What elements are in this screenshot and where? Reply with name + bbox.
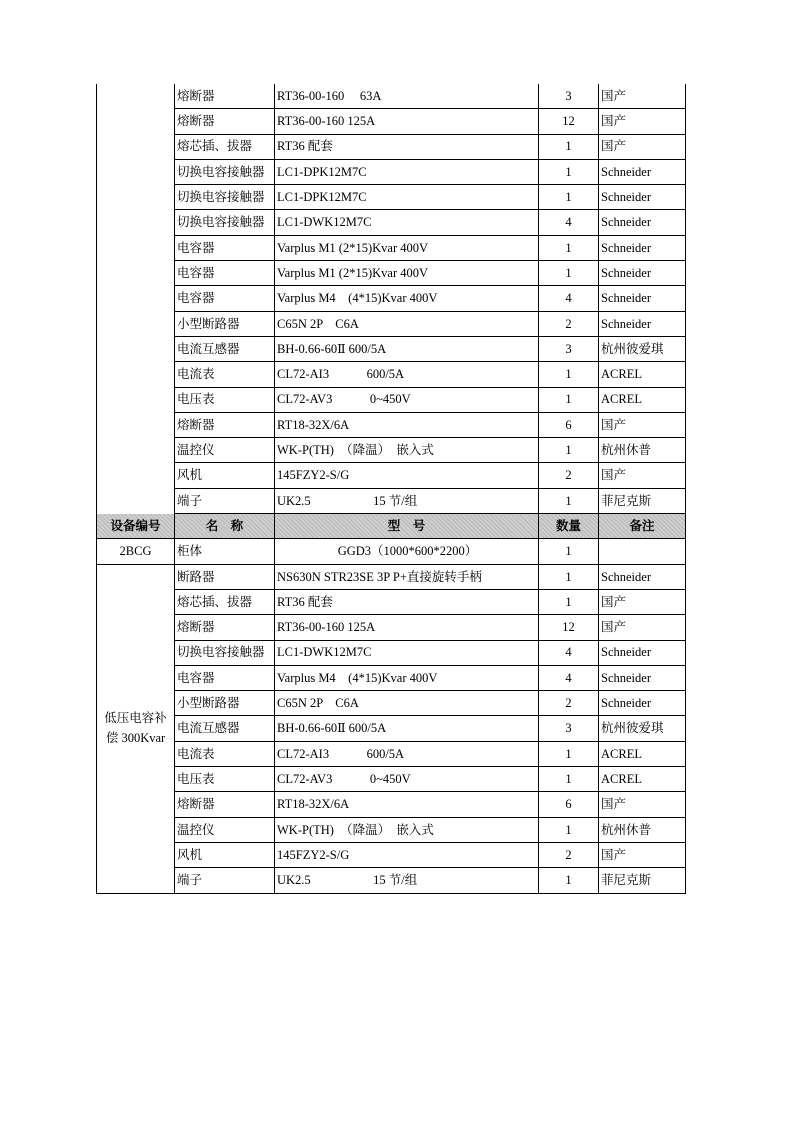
table-row xyxy=(97,817,686,842)
item-name: 断路器 xyxy=(175,564,275,589)
table-row xyxy=(97,463,686,488)
item-note: ACREL xyxy=(599,767,686,792)
item-qty: 1 xyxy=(539,387,599,412)
item-name: 切换电容接触器 xyxy=(175,210,275,235)
item-name: 小型断路器 xyxy=(175,691,275,716)
item-model: Varplus M4 (4*15)Kvar 400V xyxy=(275,286,539,311)
equipment-table xyxy=(96,84,686,894)
item-name: 风机 xyxy=(175,463,275,488)
table-row xyxy=(97,767,686,792)
item-qty: 1 xyxy=(539,741,599,766)
item-model: LC1-DPK12M7C xyxy=(275,185,539,210)
table-row xyxy=(97,716,686,741)
item-name: 电流互感器 xyxy=(175,716,275,741)
item-qty: 2 xyxy=(539,463,599,488)
item-note: Schneider xyxy=(599,235,686,260)
item-model: Varplus M1 (2*15)Kvar 400V xyxy=(275,261,539,286)
item-note: Schneider xyxy=(599,159,686,184)
item-model: CL72-AV3 0~450V xyxy=(275,767,539,792)
item-name: 电容器 xyxy=(175,286,275,311)
item-name: 电流表 xyxy=(175,741,275,766)
item-model: LC1-DWK12M7C xyxy=(275,210,539,235)
table-row xyxy=(97,362,686,387)
item-qty: 1 xyxy=(539,564,599,589)
item-model: 145FZY2-S/G xyxy=(275,463,539,488)
item-note: 菲尼克斯 xyxy=(599,868,686,893)
equipment-table-bottom-section xyxy=(97,564,686,893)
item-name: 熔断器 xyxy=(175,792,275,817)
cabinet-id: 2BCG xyxy=(97,539,175,564)
item-name: 电压表 xyxy=(175,767,275,792)
item-model: Varplus M4 (4*15)Kvar 400V xyxy=(275,665,539,690)
item-qty: 3 xyxy=(539,336,599,361)
item-model: WK-P(TH) （降温） 嵌入式 xyxy=(275,438,539,463)
item-name: 切换电容接触器 xyxy=(175,640,275,665)
item-note: Schneider xyxy=(599,665,686,690)
table-row xyxy=(97,185,686,210)
item-note: 杭州彼爱琪 xyxy=(599,716,686,741)
table-row xyxy=(97,159,686,184)
cabinet-row xyxy=(97,539,686,564)
item-qty: 1 xyxy=(539,767,599,792)
item-note: Schneider xyxy=(599,640,686,665)
item-model: RT18-32X/6A xyxy=(275,792,539,817)
table-header-row xyxy=(97,514,686,539)
table-row xyxy=(97,261,686,286)
item-model: 145FZY2-S/G xyxy=(275,842,539,867)
item-model: RT36 配套 xyxy=(275,589,539,614)
group-label-cell: 低压电容补偿 300Kvar xyxy=(97,564,175,893)
table-row xyxy=(97,235,686,260)
item-note: 菲尼克斯 xyxy=(599,488,686,513)
cabinet-note xyxy=(599,539,686,564)
item-qty: 2 xyxy=(539,842,599,867)
item-qty: 1 xyxy=(539,438,599,463)
item-model: RT18-32X/6A xyxy=(275,412,539,437)
item-qty: 6 xyxy=(539,412,599,437)
item-model: BH-0.66-60Ⅱ 600/5A xyxy=(275,336,539,361)
table-row xyxy=(97,84,686,109)
item-model: CL72-AI3 600/5A xyxy=(275,741,539,766)
item-qty: 4 xyxy=(539,665,599,690)
item-qty: 1 xyxy=(539,159,599,184)
item-qty: 1 xyxy=(539,362,599,387)
item-model: RT36-00-160 125A xyxy=(275,109,539,134)
item-model: RT36 配套 xyxy=(275,134,539,159)
item-note: Schneider xyxy=(599,311,686,336)
item-qty: 1 xyxy=(539,817,599,842)
item-note: 国产 xyxy=(599,109,686,134)
cabinet-model: GGD3（1000*600*2200） xyxy=(275,539,539,564)
table-row xyxy=(97,691,686,716)
item-name: 电流表 xyxy=(175,362,275,387)
item-name: 熔芯插、拔器 xyxy=(175,134,275,159)
table-row xyxy=(97,589,686,614)
item-note: 国产 xyxy=(599,412,686,437)
item-name: 小型断路器 xyxy=(175,311,275,336)
header-model: 型 号 xyxy=(275,514,539,539)
item-model: C65N 2P C6A xyxy=(275,691,539,716)
item-note: 杭州休普 xyxy=(599,817,686,842)
item-qty: 1 xyxy=(539,589,599,614)
item-qty: 1 xyxy=(539,868,599,893)
table-row xyxy=(97,640,686,665)
table-row xyxy=(97,741,686,766)
table-row xyxy=(97,438,686,463)
table-row xyxy=(97,665,686,690)
item-note: Schneider xyxy=(599,564,686,589)
item-note: ACREL xyxy=(599,741,686,766)
item-model: CL72-AV3 0~450V xyxy=(275,387,539,412)
table-row xyxy=(97,311,686,336)
item-qty: 1 xyxy=(539,235,599,260)
item-note: 国产 xyxy=(599,589,686,614)
table-row xyxy=(97,134,686,159)
item-qty: 4 xyxy=(539,640,599,665)
item-note: 国产 xyxy=(599,792,686,817)
item-model: CL72-AI3 600/5A xyxy=(275,362,539,387)
item-name: 切换电容接触器 xyxy=(175,159,275,184)
item-note: Schneider xyxy=(599,261,686,286)
item-model: LC1-DWK12M7C xyxy=(275,640,539,665)
item-note: 杭州彼爱琪 xyxy=(599,336,686,361)
item-model: RT36-00-160 125A xyxy=(275,615,539,640)
equipment-table-header-section xyxy=(97,514,686,565)
item-qty: 12 xyxy=(539,615,599,640)
item-name: 电容器 xyxy=(175,261,275,286)
item-model: WK-P(TH) （降温） 嵌入式 xyxy=(275,817,539,842)
item-model: RT36-00-160 63A xyxy=(275,84,539,109)
table-row xyxy=(97,286,686,311)
item-qty: 4 xyxy=(539,210,599,235)
item-name: 温控仪 xyxy=(175,817,275,842)
item-qty: 3 xyxy=(539,84,599,109)
table-row xyxy=(97,564,686,589)
table-row xyxy=(97,792,686,817)
item-name: 熔断器 xyxy=(175,109,275,134)
item-note: Schneider xyxy=(599,210,686,235)
table-row xyxy=(97,868,686,893)
item-qty: 2 xyxy=(539,691,599,716)
header-name: 名 称 xyxy=(175,514,275,539)
table-row xyxy=(97,210,686,235)
item-note: Schneider xyxy=(599,691,686,716)
item-note: 国产 xyxy=(599,615,686,640)
item-note: 杭州休普 xyxy=(599,438,686,463)
item-note: 国产 xyxy=(599,84,686,109)
item-name: 电流互感器 xyxy=(175,336,275,361)
item-model: Varplus M1 (2*15)Kvar 400V xyxy=(275,235,539,260)
header-note: 备注 xyxy=(599,514,686,539)
item-qty: 2 xyxy=(539,311,599,336)
item-name: 熔芯插、拔器 xyxy=(175,589,275,614)
item-model: UK2.5 15 节/组 xyxy=(275,868,539,893)
item-note: Schneider xyxy=(599,185,686,210)
table-row xyxy=(97,387,686,412)
table-row xyxy=(97,336,686,361)
item-note: 国产 xyxy=(599,842,686,867)
item-qty: 1 xyxy=(539,488,599,513)
item-model: UK2.5 15 节/组 xyxy=(275,488,539,513)
item-name: 温控仪 xyxy=(175,438,275,463)
header-qty: 数量 xyxy=(539,514,599,539)
table-row xyxy=(97,412,686,437)
item-name: 风机 xyxy=(175,842,275,867)
item-model: NS630N STR23SE 3P P+直接旋转手柄 xyxy=(275,564,539,589)
item-note: 国产 xyxy=(599,134,686,159)
item-name: 切换电容接触器 xyxy=(175,185,275,210)
cabinet-qty: 1 xyxy=(539,539,599,564)
item-note: ACREL xyxy=(599,387,686,412)
item-qty: 1 xyxy=(539,134,599,159)
table-row xyxy=(97,842,686,867)
item-model: C65N 2P C6A xyxy=(275,311,539,336)
table-row xyxy=(97,488,686,513)
item-name: 电容器 xyxy=(175,235,275,260)
item-name: 电压表 xyxy=(175,387,275,412)
item-model: BH-0.66-60Ⅱ 600/5A xyxy=(275,716,539,741)
item-note: ACREL xyxy=(599,362,686,387)
item-name: 熔断器 xyxy=(175,615,275,640)
equipment-table-top-section xyxy=(97,84,686,514)
header-id: 设备编号 xyxy=(97,514,175,539)
item-name: 熔断器 xyxy=(175,84,275,109)
item-note: Schneider xyxy=(599,286,686,311)
item-qty: 12 xyxy=(539,109,599,134)
item-name: 端子 xyxy=(175,488,275,513)
item-name: 电容器 xyxy=(175,665,275,690)
item-qty: 6 xyxy=(539,792,599,817)
item-qty: 1 xyxy=(539,185,599,210)
item-qty: 4 xyxy=(539,286,599,311)
cabinet-name: 柜体 xyxy=(175,539,275,564)
item-name: 端子 xyxy=(175,868,275,893)
group-empty-cell xyxy=(97,84,175,514)
item-name: 熔断器 xyxy=(175,412,275,437)
table-row xyxy=(97,109,686,134)
table-row xyxy=(97,615,686,640)
item-model: LC1-DPK12M7C xyxy=(275,159,539,184)
item-note: 国产 xyxy=(599,463,686,488)
item-qty: 1 xyxy=(539,261,599,286)
item-qty: 3 xyxy=(539,716,599,741)
